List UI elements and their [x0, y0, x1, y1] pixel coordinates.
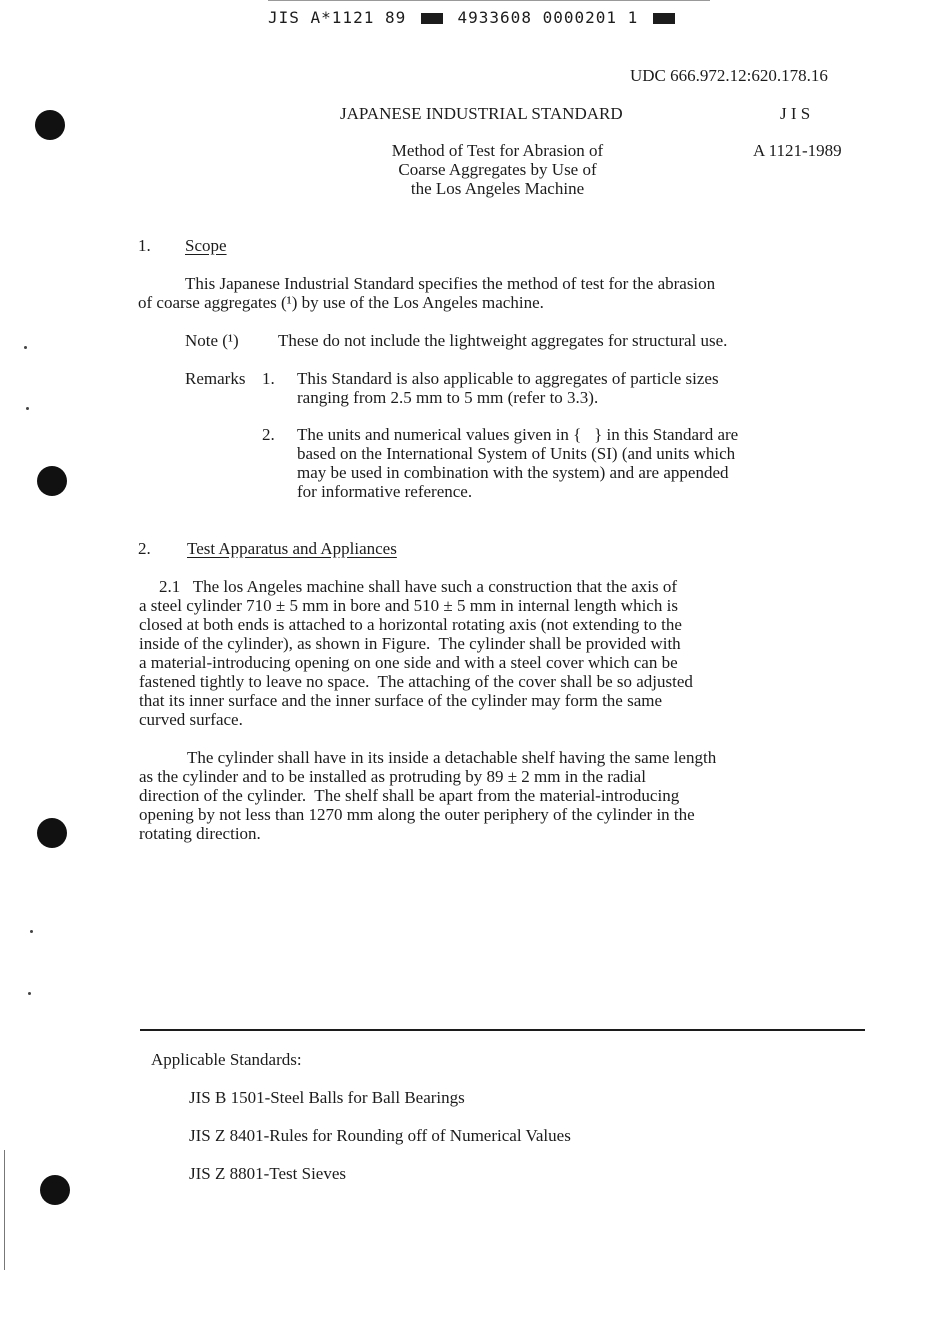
- clause-2-1-line: curved surface.: [139, 710, 243, 729]
- scan-speck: [26, 407, 29, 410]
- scope-para-line-2: of coarse aggregates (¹) by use of the Los Angeles machine.: [138, 293, 544, 312]
- section1-number: 1.: [138, 236, 151, 255]
- scan-speck: [30, 930, 33, 933]
- section1-heading: Scope: [185, 236, 227, 255]
- punch-hole: [35, 110, 65, 140]
- remark2-number: 2.: [262, 425, 275, 444]
- standard-organization: JAPANESE INDUSTRIAL STANDARD: [340, 104, 623, 123]
- clause-2-1-line: inside of the cylinder), as shown in Figure. The cylinder shall be provided with: [139, 634, 681, 653]
- footer-divider: [140, 1029, 865, 1031]
- clause-2-1-line: a steel cylinder 710 ± 5 mm in bore and 510 ± 5 mm in internal length which is: [139, 596, 678, 615]
- top-edge-line: [268, 0, 710, 1]
- shelf-para-line: The cylinder shall have in its inside a detachable shelf having the same length: [187, 748, 717, 767]
- remark1-line-2: ranging from 2.5 mm to 5 mm (refer to 3.3).: [297, 388, 599, 407]
- clause-2-1-line: closed at both ends is attached to a horizontal rotating axis (not extending to the: [139, 615, 682, 634]
- applicable-standard-item: JIS B 1501-Steel Balls for Ball Bearings: [189, 1088, 465, 1107]
- remark2-line-1: The units and numerical values given in { } in this Standard are: [297, 425, 739, 444]
- document-code-header: [268, 8, 679, 27]
- note-label: Note (¹): [185, 331, 239, 350]
- section2-number: 2.: [138, 539, 151, 558]
- title-line-3: the Los Angeles Machine: [410, 179, 585, 198]
- shelf-para-line: opening by not less than 1270 mm along the outer periphery of the cylinder in the: [139, 805, 695, 824]
- redaction-block-1: [421, 13, 443, 24]
- clause-2-1-line: fastened tightly to leave no space. The attaching of the cover shall be so adjusted: [139, 672, 693, 691]
- header-code-part1: JIS A*1121 89: [268, 8, 407, 27]
- shelf-para-line: rotating direction.: [139, 824, 261, 843]
- remark1-line-1: This Standard is also applicable to aggregates of particle sizes: [297, 369, 719, 388]
- clause-2-1-line: a material-introducing opening on one side and with a steel cover which can be: [139, 653, 678, 672]
- document-title: [330, 141, 665, 198]
- applicable-standard-item: JIS Z 8801-Test Sieves: [189, 1164, 346, 1183]
- scan-edge-line: [4, 1150, 5, 1270]
- shelf-para-line: as the cylinder and to be installed as protruding by 89 ± 2 mm in the radial: [139, 767, 646, 786]
- note-text: These do not include the lightweight aggregates for structural use.: [278, 331, 728, 350]
- remark2-line-4: for informative reference.: [297, 482, 473, 501]
- punch-hole: [37, 818, 67, 848]
- applicable-standard-item: JIS Z 8401-Rules for Rounding off of Numerical Values: [189, 1126, 571, 1145]
- redaction-block-2: [653, 13, 675, 24]
- remark2-line-3: may be used in combination with the system) and are appended: [297, 463, 729, 482]
- scope-para-line-1: This Japanese Industrial Standard specifies the method of test for the abrasion: [185, 274, 716, 293]
- applicable-standards-heading: Applicable Standards:: [151, 1050, 302, 1069]
- title-line-1: Method of Test for Abrasion of: [391, 141, 604, 160]
- remarks-label: Remarks: [185, 369, 246, 388]
- section2-heading: Test Apparatus and Appliances: [187, 539, 397, 558]
- scan-speck: [24, 346, 27, 349]
- clause-2-1-line: 2.1 The los Angeles machine shall have such a construction that the axis of: [159, 577, 678, 596]
- header-code-part2: 4933608 0000201 1: [457, 8, 639, 27]
- scan-speck: [28, 992, 31, 995]
- jis-number: A 1121-1989: [753, 141, 842, 160]
- udc-code: UDC 666.972.12:620.178.16: [630, 66, 828, 85]
- jis-label: J I S: [780, 104, 811, 123]
- remark1-number: 1.: [262, 369, 275, 388]
- remark2-line-2: based on the International System of Units (SI) (and units which: [297, 444, 736, 463]
- punch-hole: [40, 1175, 70, 1205]
- punch-hole: [37, 466, 67, 496]
- title-line-2: Coarse Aggregates by Use of: [398, 160, 597, 179]
- shelf-para-line: direction of the cylinder. The shelf shall be apart from the material-introducing: [139, 786, 680, 805]
- clause-2-1-line: that its inner surface and the inner surface of the cylinder may form the same: [139, 691, 663, 710]
